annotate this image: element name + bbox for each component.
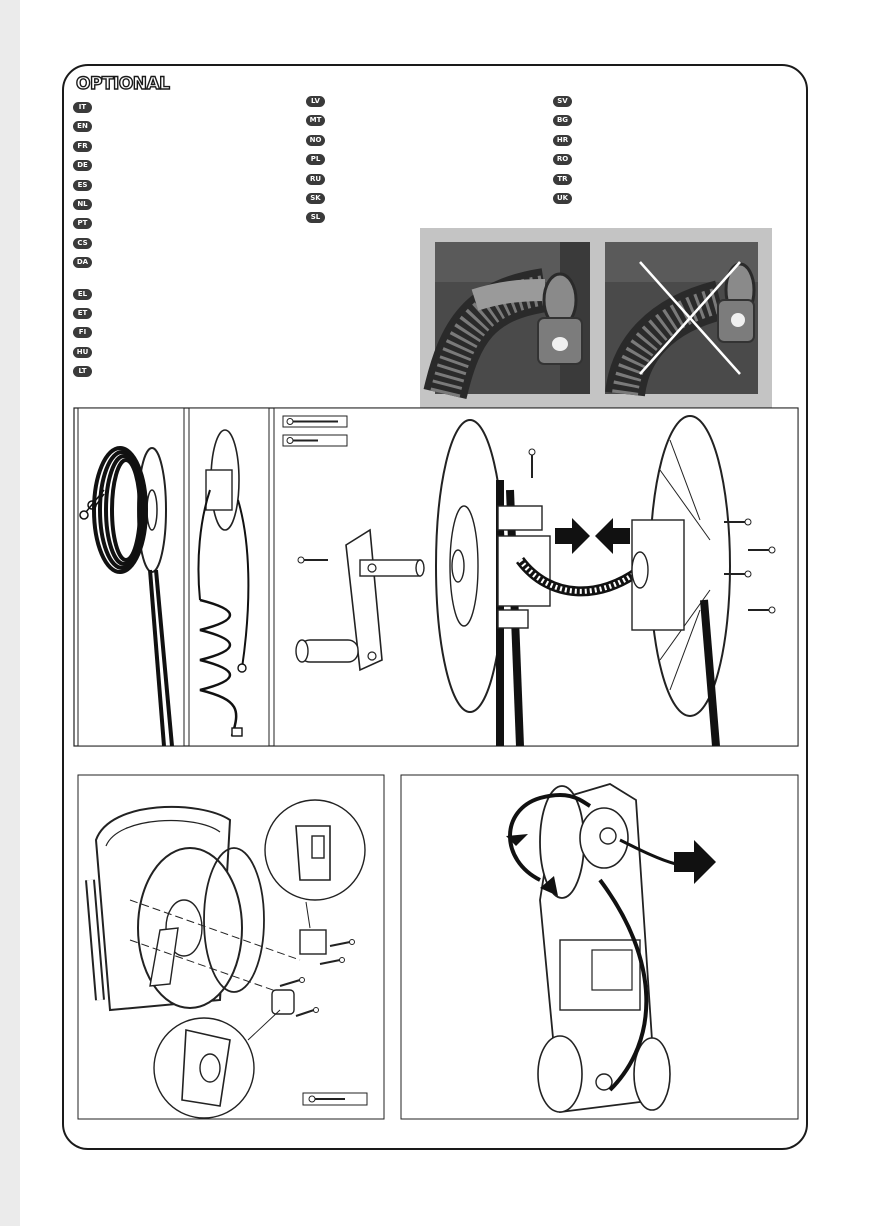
language-badge-de: DE [73, 160, 92, 171]
language-badge-sl: SL [306, 212, 325, 223]
panel-hose-coil [78, 408, 184, 746]
language-badge-cs: CS [73, 238, 92, 249]
language-badge-no: NO [306, 135, 325, 146]
language-badge-bg: BG [553, 115, 572, 126]
panel-washer-with-reel [401, 775, 798, 1119]
screw-legend-long [283, 416, 347, 427]
language-badge-fr: FR [73, 141, 92, 152]
screw-legend-short [283, 435, 347, 446]
language-badge-fi: FI [73, 327, 92, 338]
language-badge-en: EN [73, 121, 92, 132]
panel-uncoiled-hose [189, 408, 269, 746]
language-badge-pt: PT [73, 218, 92, 229]
language-badge-hu: HU [73, 347, 92, 358]
language-badge-es: ES [73, 180, 92, 191]
optional-title-text: OPTIONAL [76, 74, 170, 94]
language-badge-uk: UK [553, 193, 572, 204]
language-badge-sk: SK [306, 193, 325, 204]
language-badge-el: EL [73, 289, 92, 300]
language-badge-it: IT [73, 102, 92, 113]
language-badge-hr: HR [553, 135, 572, 146]
panel-bracket-mounting [78, 775, 384, 1119]
language-badge-et: ET [73, 308, 92, 319]
panel-reel-assembly [274, 408, 798, 746]
language-badge-pl: PL [306, 154, 325, 165]
screw-legend-bottom [303, 1093, 367, 1105]
language-badge-lt: LT [73, 366, 92, 377]
language-badge-tr: TR [553, 174, 572, 185]
language-badge-ru: RU [306, 174, 325, 185]
language-badge-nl: NL [73, 199, 92, 210]
language-badge-da: DA [73, 257, 92, 268]
photo-correct-fitting [435, 242, 590, 394]
language-badge-ro: RO [553, 154, 572, 165]
language-badge-mt: MT [306, 115, 325, 126]
photo-incorrect-fitting [605, 242, 758, 394]
language-badge-sv: SV [553, 96, 572, 107]
language-badge-lv: LV [306, 96, 325, 107]
